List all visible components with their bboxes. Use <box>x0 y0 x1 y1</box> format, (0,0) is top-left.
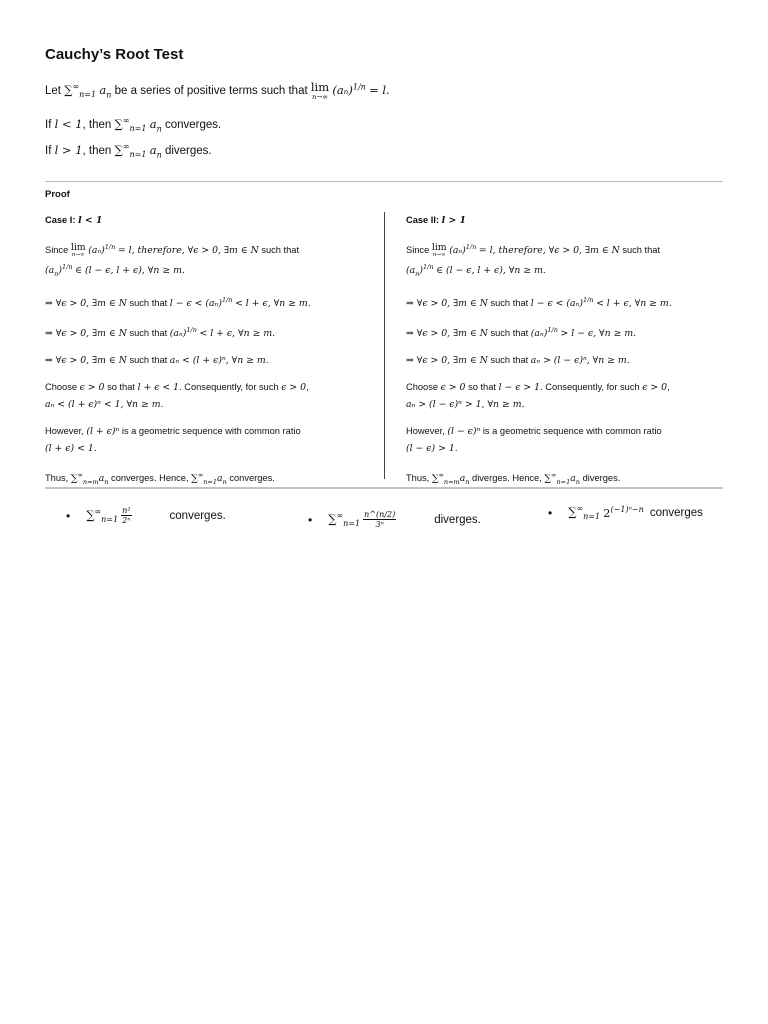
case-two-step-1: Since lim n→∞ $(a_n)^{1/n} = l$, therefore, ∀ϵ > 0, ∃m ∈ N such that $(a_n)^{1/n}$ ∈ (l − ϵ, l + ϵ), ∀n ≥ m. <box>406 242 661 279</box>
stmt-tail: = l. <box>369 83 390 98</box>
example-item <box>66 506 226 525</box>
case-two-column <box>406 212 726 500</box>
column-divider <box>384 212 385 479</box>
bullet-icon: • <box>308 512 313 527</box>
case-one-conclusion: Thus, $\sum^\infty_{n=m}a_n$ converges. Hence, $\sum^\infty_{n=1}a_n$ converges. <box>45 471 275 487</box>
example-sum: $\sum^\infty_{n=1}$ <box>86 506 119 525</box>
example-result: diverges. <box>434 513 481 526</box>
example-result: converges <box>649 506 703 519</box>
diverge-condition: If l > 1, then $\sum^\infty_{n=1}$ $a_n$ diverges. <box>45 142 212 160</box>
example-term: $2^{(-1)^n-n}$ <box>603 505 644 520</box>
stmt-let: Let <box>45 85 61 98</box>
diverges-text: diverges. <box>164 144 212 157</box>
series-sum: $\sum^\infty_{n=1}$ <box>64 82 97 100</box>
example-result: converges. <box>169 509 226 522</box>
case-one-step-5: Choose ϵ > 0 so that l + ϵ < 1. Consequently, for such ϵ > 0, aₙ < (l + ϵ)ⁿ < 1, ∀n ≥ m. <box>45 382 309 411</box>
cond-greater-than-one: l > 1 <box>54 142 83 157</box>
example-fraction: $\frac{\text{n²}}{\text{2ⁿ}}$ <box>122 506 131 525</box>
case-one-step-6: However, (l + ϵ)ⁿ is a geometric sequence with common ratio (l + ϵ) < 1. <box>45 426 301 455</box>
converges-text: converges. <box>164 118 222 131</box>
case-two-title: Case II: l > 1 <box>406 215 466 226</box>
case-one-step-3: ⇒ ∀ϵ > 0, ∃m ∈ N such that $(a_n)^{1/n} < l + \epsilon$, ∀n ≥ m. <box>45 326 276 340</box>
bullet-icon: • <box>66 508 71 523</box>
cond-less-than-one: l < 1 <box>54 116 83 131</box>
theorem-statement: Let $\sum^\infty_{n=1}$ $a_n$ be a series of positive terms such that lim n→∞ $(a_n)^{1/n} = l$. <box>45 80 390 101</box>
case-two-step-2: ⇒ ∀ϵ > 0, ∃m ∈ N such that $l - \epsilon < (a_n)^{1/n} < l + \epsilon$, ∀n ≥ m. <box>406 296 672 310</box>
stmt-expr: (aₙ) <box>332 83 353 98</box>
example-item <box>548 504 703 521</box>
limit: lim n→∞ <box>310 80 330 101</box>
case-one-step-1: Since lim n→∞ $(a_n)^{1/n} = l$, therefore, ∀ϵ > 0, ∃m ∈ N such that $(a_n)^{1/n}$ ∈ (l − ϵ, l + ϵ), ∀n ≥ m. <box>45 242 300 279</box>
converge-condition: If l < 1, then $\sum^\infty_{n=1}$ $a_n$ converges. <box>45 116 222 134</box>
example-sum: $\sum^\infty_{n=1}$ <box>568 504 601 522</box>
case-two-step-3: ⇒ ∀ϵ > 0, ∃m ∈ N such that $(a_n)^{1/n} > l - \epsilon$, ∀n ≥ m. <box>406 326 637 340</box>
example-item <box>308 510 481 529</box>
case-two-step-6: However, (l − ϵ)ⁿ is a geometric sequence with common ratio (l − ϵ) > 1. <box>406 426 662 455</box>
example-fraction: $\frac{n\^{}(n/2)}{\text{3ⁿ}}$ <box>364 510 396 529</box>
stmt-mid: be a series of positive terms such that <box>114 85 308 98</box>
case-one-step-4: ⇒ ∀ϵ > 0, ∃m ∈ N such that aₙ < (l + ϵ)ⁿ, ∀n ≥ m. <box>45 355 269 367</box>
case-two-conclusion: Thus, $\sum^\infty_{n=m}a_n$ diverges. Hence, $\sum^\infty_{n=1}a_n$ diverges. <box>406 471 621 487</box>
top-divider <box>45 181 723 182</box>
page-title: Cauchy’s Root Test <box>45 46 184 63</box>
bullet-icon: • <box>548 505 553 520</box>
example-sum: $\sum^\infty_{n=1}$ <box>328 510 361 529</box>
bottom-divider <box>45 487 723 489</box>
proof-heading: Proof <box>45 189 70 200</box>
case-one-title: Case I: l < 1 <box>45 215 103 226</box>
case-one-column <box>45 212 375 500</box>
case-one-step-2: ⇒ ∀ϵ > 0, ∃m ∈ N such that $l - \epsilon < (a_n)^{1/n} < l + \epsilon$, ∀n ≥ m. <box>45 296 311 310</box>
case-two-step-4: ⇒ ∀ϵ > 0, ∃m ∈ N such that aₙ > (l − ϵ)ⁿ, ∀n ≥ m. <box>406 355 630 367</box>
case-two-step-5: Choose ϵ > 0 so that l − ϵ > 1. Consequently, for such ϵ > 0, aₙ > (l − ϵ)ⁿ > 1, ∀n ≥ m. <box>406 382 670 411</box>
